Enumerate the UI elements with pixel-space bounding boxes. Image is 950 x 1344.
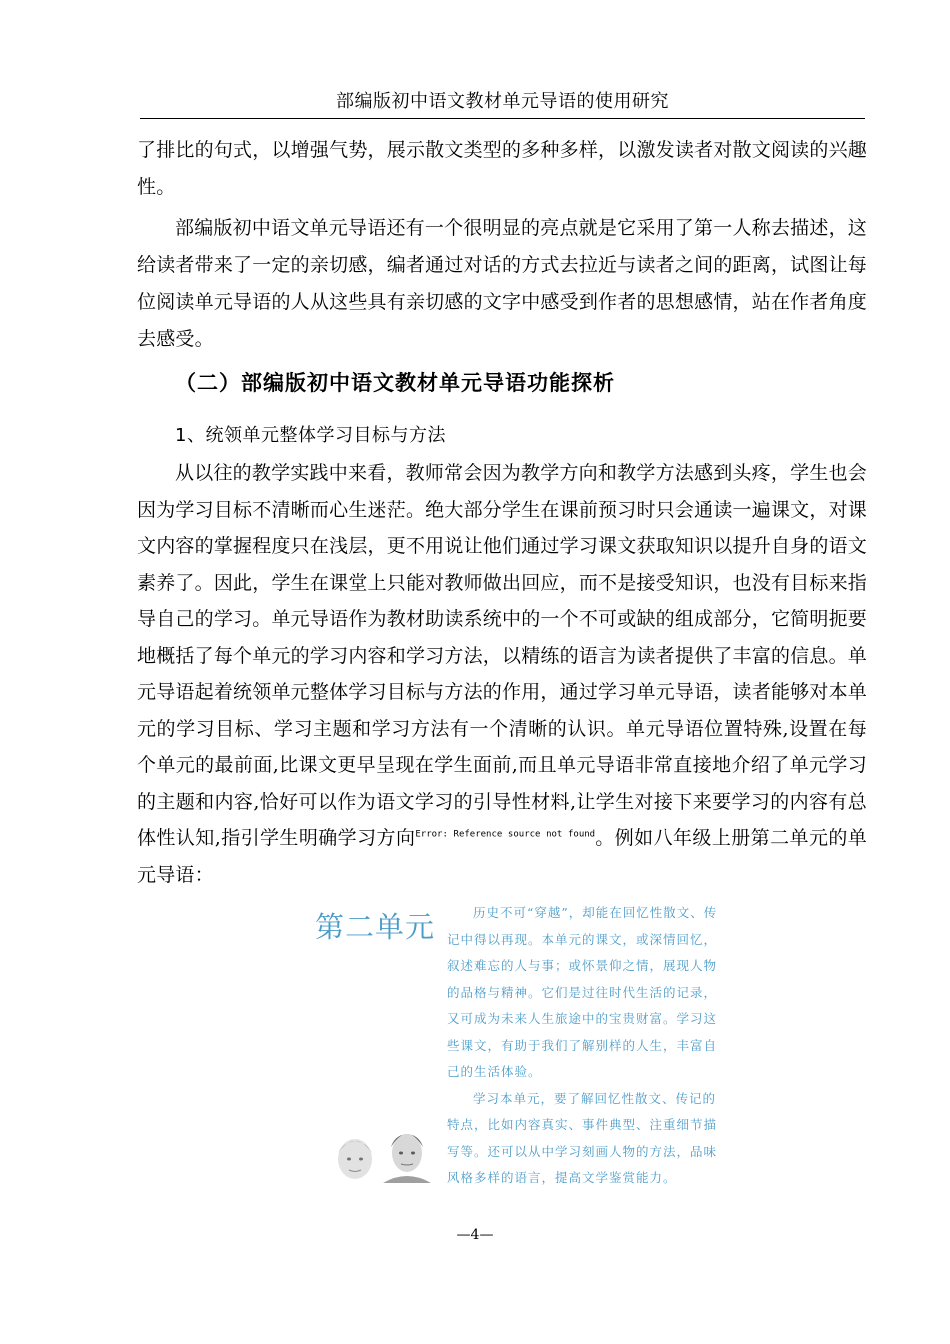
- unit-intro-paragraph-2: 学习本单元，要了解回忆性散文、传记的特点，比如内容真实、事件典型、注重细节描写等。还可以从中学习刻画人物的方法，品味风格多样的语言，提高文学鉴赏能力。: [447, 1090, 718, 1185]
- portrait-right: [383, 1134, 431, 1183]
- paragraph-text-main: 从以往的教学实践中来看，教师常会因为教学方向和教学方法感到头疼，学生也会因为学习目标不清晰而心生迷茫。绝大部分学生在课前预习时只会通读一遍课文，对课文内容的掌握程度只在浅层，更不用说让他们通过学习课文获取知识以提升自身的语文素养了。因此，学生在课堂上只能对教师做出回应，而不是接受知识，也没有目标来指导自己的学习。单元导语作为教材助读系统中的一个不可或缺的组成部分，它简明扼要地概括了每个单元的学习内容和学习方法，以精练的语言为读者提供了丰富的信息。单元导语起着统领单元整体学习目标与方法的作用，通过学习单元导语，读者能够对本单元的学习目标、学习主题和学习方法有一个清晰的认识。单元导语位置特殊,设置在每个单元的最前面,比课文更早呈现在学生面前,而且单元导语非常直接地介绍了单元学习的主题和内容,恰好可以作为语文学习的引导性材料,让学生对接下来要学习的内容有总体性认知,指引学生明确学习方向: [137, 462, 867, 849]
- page-number: —4—: [456, 1227, 494, 1243]
- unit-intro: [447, 900, 719, 1192]
- reference-error: Error: Reference source not found: [415, 829, 596, 840]
- paragraph-first-person: 部编版初中语文单元导语还有一个很明显的亮点就是它采用了第一人称去描述，这给读者带来了一定的亲切感，编者通过对话的方式去拉近与读者之间的距离，试图让每位阅读单元导语的人从这些具有亲切感的文字中感受到作者的思想感情，站在作者角度去感受。: [137, 217, 867, 350]
- header-rule: [140, 118, 865, 119]
- unit-intro-paragraph-1: 历史不可“穿越”，却能在回忆性散文、传记中得以再现。本单元的课文，或深情回忆，叙述难忘的人与事；或怀景仰之情，展现人物的品格与精神。它们是过往时代生活的记录，又可成为未来人生旅途中的宝贵财富。学习这些课文，有助于我们了解别样的人生，丰富自己的生活体验。: [447, 905, 718, 1079]
- running-header: 部编版初中语文教材单元导语的使用研究: [336, 91, 669, 112]
- portrait-left: [338, 1139, 372, 1179]
- paragraph-text-tail: 。例如八年级上册第二单元的单元导语：: [137, 827, 867, 886]
- textbook-figure: [315, 893, 723, 1183]
- unit-title: 第二单元: [315, 910, 436, 944]
- subsection-heading: 1、统领单元整体学习目标与方法: [175, 425, 446, 446]
- portrait-photos: [327, 1123, 447, 1183]
- paragraph-unit-guide-function: [137, 455, 867, 893]
- section-heading: （二）部编版初中语文教材单元导语功能探析: [175, 371, 615, 395]
- paragraph-continued: 了排比的句式，以增强气势，展示散文类型的多种多样，以激发读者对散文阅读的兴趣性。: [137, 139, 867, 198]
